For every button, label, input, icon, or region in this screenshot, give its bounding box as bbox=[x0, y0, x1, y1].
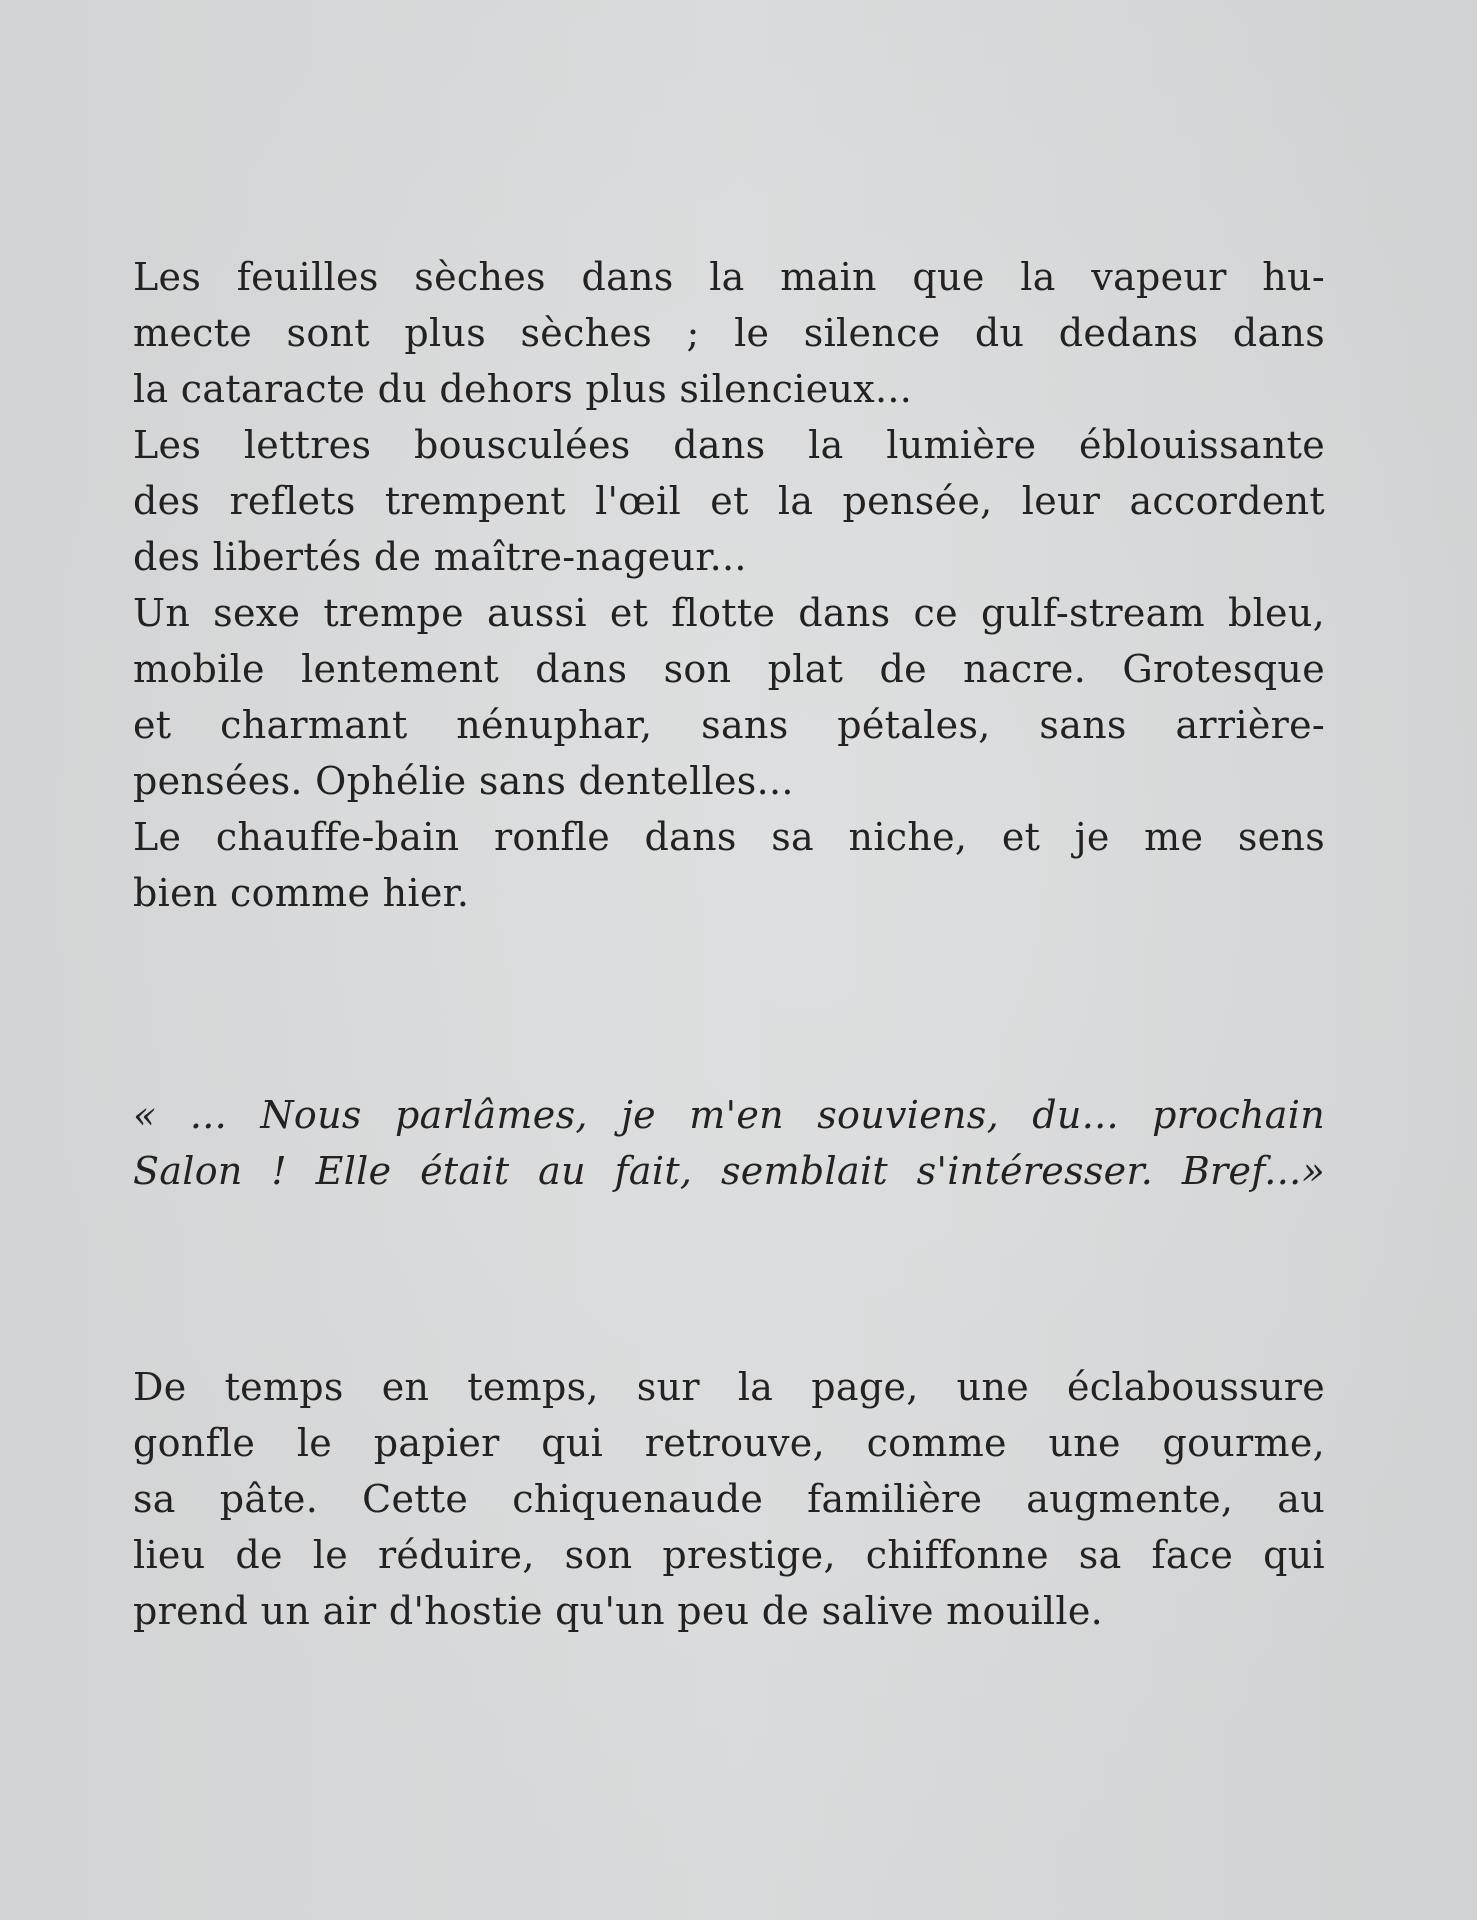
text-line: et charmant nénuphar, sans pétales, sans arrière- bbox=[133, 703, 1325, 747]
text-line: Les lettres bousculées dans la lumière éblouissante bbox=[133, 423, 1325, 467]
text-line: lieu de le réduire, son prestige, chiffonne sa face qui bbox=[133, 1533, 1325, 1577]
text-line: mobile lentement dans son plat de nacre. Grotesque bbox=[133, 647, 1325, 691]
text-line: des reflets trempent l'œil et la pensée, leur accordent bbox=[133, 479, 1325, 523]
text-line: Un sexe trempe aussi et flotte dans ce gulf-stream bleu, bbox=[133, 591, 1325, 635]
text-line: Les feuilles sèches dans la main que la vapeur hu- bbox=[133, 255, 1325, 299]
text-line: gonfle le papier qui retrouve, comme une gourme, bbox=[133, 1421, 1325, 1465]
text-line: pensées. Ophélie sans dentelles... bbox=[133, 759, 794, 803]
text-line: prend un air d'hostie qu'un peu de salive mouille. bbox=[133, 1589, 1103, 1633]
text-line: sa pâte. Cette chiquenaude familière augmente, au bbox=[133, 1477, 1325, 1521]
text-line: des libertés de maître-nageur... bbox=[133, 535, 747, 579]
text-line: mecte sont plus sèches ; le silence du dedans dans bbox=[133, 311, 1325, 355]
text-line: Le chauffe-bain ronfle dans sa niche, et je me sens bbox=[133, 815, 1325, 859]
text-line: De temps en temps, sur la page, une éclaboussure bbox=[133, 1365, 1325, 1409]
paragraph-bath-reading bbox=[133, 249, 1325, 921]
paragraph-italic-quote bbox=[133, 1087, 1325, 1199]
text-line: « ... Nous parlâmes, je m'en souviens, du... prochain bbox=[133, 1093, 1325, 1137]
text-line: Salon ! Elle était au fait, semblait s'intéresser. Bref...» bbox=[133, 1149, 1325, 1193]
paragraph-splash bbox=[133, 1359, 1325, 1639]
text-line: bien comme hier. bbox=[133, 871, 470, 915]
text-line: la cataracte du dehors plus silencieux... bbox=[133, 367, 913, 411]
